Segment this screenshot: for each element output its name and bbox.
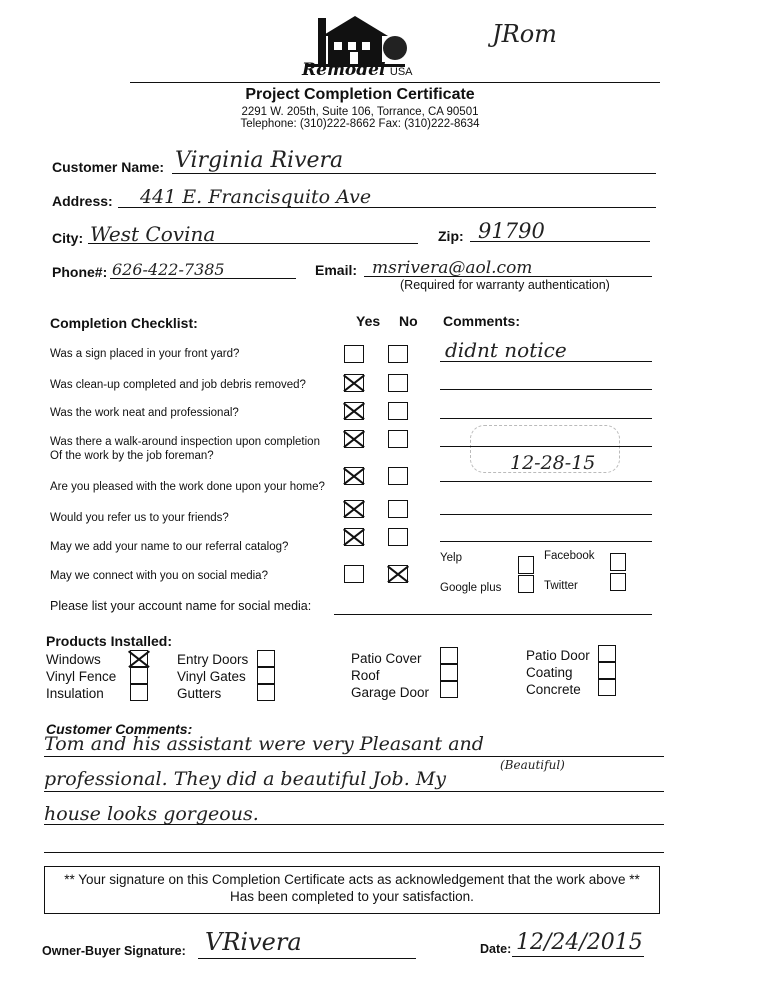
q2-yes-checkbox[interactable] — [344, 374, 364, 392]
product-concrete: Concrete — [526, 682, 581, 697]
address-label: Address: — [52, 193, 113, 209]
q6-yes-checkbox[interactable] — [344, 500, 364, 518]
roof-checkbox[interactable] — [440, 664, 458, 681]
question-6: Would you refer us to your friends? — [50, 512, 229, 524]
windows-checkbox[interactable] — [130, 650, 148, 667]
q4-yes-checkbox[interactable] — [344, 430, 364, 448]
page-title: Project Completion Certificate — [245, 86, 475, 103]
product-patio-cover: Patio Cover — [351, 651, 422, 666]
email-label: Email: — [315, 262, 358, 278]
house-logo-icon — [300, 8, 410, 68]
company-address: 2291 W. 205th, Suite 106, Torrance, CA 90501 — [241, 106, 479, 118]
yes-column-label: Yes — [356, 313, 381, 329]
vinyl-fence-checkbox[interactable] — [130, 667, 148, 684]
product-garage-door: Garage Door — [351, 685, 430, 700]
q7-no-checkbox[interactable] — [388, 528, 408, 546]
q5-no-checkbox[interactable] — [388, 467, 408, 485]
zip-value: 91790 — [478, 219, 545, 243]
facebook-checkbox[interactable] — [610, 553, 626, 571]
signature-value: VRivera — [205, 928, 302, 956]
handwritten-note: JRom — [492, 20, 557, 48]
question-2: Was clean-up completed and job debris removed? — [50, 379, 306, 391]
logo — [300, 8, 413, 86]
logo-text: Remodel — [302, 60, 386, 80]
q6-no-checkbox[interactable] — [388, 500, 408, 518]
gutters-checkbox[interactable] — [257, 684, 275, 701]
insulation-checkbox[interactable] — [130, 684, 148, 701]
twitter-checkbox[interactable] — [610, 573, 626, 591]
question-8: May we connect with you on social media? — [50, 570, 268, 582]
coating-checkbox[interactable] — [598, 662, 616, 679]
checklist-title: Completion Checklist: — [50, 315, 198, 331]
products-title: Products Installed: — [46, 633, 173, 649]
q3-no-checkbox[interactable] — [388, 402, 408, 420]
acknowledgement-line-2: Has been completed to your satisfaction. — [230, 889, 474, 904]
patio-cover-checkbox[interactable] — [440, 647, 458, 664]
acknowledgement-line-1: ** Your signature on this Completion Certificate acts as acknowledgement that the work above ** — [64, 872, 640, 887]
garage-door-checkbox[interactable] — [440, 681, 458, 698]
q5-yes-checkbox[interactable] — [344, 467, 364, 485]
comment-insert: (Beautiful) — [500, 758, 565, 772]
comment-line-3: house looks gorgeous. — [44, 803, 259, 825]
product-insulation: Insulation — [46, 686, 104, 701]
product-gutters: Gutters — [177, 686, 222, 701]
social-account-label: Please list your account name for social media: — [50, 599, 312, 613]
date-label: Date: — [480, 942, 512, 956]
yelp-label: Yelp — [440, 552, 462, 564]
question-4-continued: Of the work by the job foreman? — [50, 450, 214, 462]
logo-suffix: USA — [389, 66, 413, 78]
facebook-label: Facebook — [544, 550, 595, 562]
question-3: Was the work neat and professional? — [50, 407, 239, 419]
comments-column-label: Comments: — [443, 313, 521, 329]
date-value: 12/24/2015 — [516, 930, 643, 955]
twitter-label: Twitter — [544, 580, 578, 592]
q4-no-checkbox[interactable] — [388, 430, 408, 448]
question-7: May we add your name to our referral catalog? — [50, 541, 289, 553]
product-entry-doors: Entry Doors — [177, 652, 249, 667]
customer-name-value: Virginia Rivera — [175, 148, 344, 173]
q1-yes-checkbox[interactable] — [344, 345, 364, 363]
q8-no-checkbox[interactable] — [388, 565, 408, 583]
product-windows: Windows — [46, 652, 101, 667]
signature-label: Owner-Buyer Signature: — [42, 944, 186, 958]
comment-line-2: professional. They did a beautiful Job. My — [44, 768, 446, 790]
q8-yes-checkbox[interactable] — [344, 565, 364, 583]
google-plus-checkbox[interactable] — [518, 575, 534, 593]
concrete-checkbox[interactable] — [598, 679, 616, 696]
zip-label: Zip: — [438, 228, 464, 244]
q1-comment: didnt notice — [445, 338, 567, 362]
product-roof: Roof — [351, 668, 380, 683]
yelp-checkbox[interactable] — [518, 556, 534, 574]
no-column-label: No — [399, 313, 418, 329]
question-1: Was a sign placed in your front yard? — [50, 348, 240, 360]
phone-value: 626-422-7385 — [112, 260, 225, 279]
q1-no-checkbox[interactable] — [388, 345, 408, 363]
acknowledgement-box — [44, 866, 660, 914]
question-4: Was there a walk-around inspection upon completion — [50, 436, 320, 448]
q4-comment: 12-28-15 — [510, 452, 596, 474]
product-vinyl-fence: Vinyl Fence — [46, 669, 117, 684]
city-label: City: — [52, 230, 84, 246]
comment-line-1: Tom and his assistant were very Pleasant and — [44, 733, 484, 755]
entry-doors-checkbox[interactable] — [257, 650, 275, 667]
customer-comments-title: Customer Comments: — [46, 721, 193, 737]
address-value: 441 E. Francisquito Ave — [140, 186, 372, 208]
q7-yes-checkbox[interactable] — [344, 528, 364, 546]
vinyl-gates-checkbox[interactable] — [257, 667, 275, 684]
product-vinyl-gates: Vinyl Gates — [177, 669, 246, 684]
q2-no-checkbox[interactable] — [388, 374, 408, 392]
city-value: West Covina — [90, 222, 216, 246]
product-coating: Coating — [526, 665, 573, 680]
customer-name-label: Customer Name: — [52, 159, 165, 175]
email-value: msrivera@aol.com — [372, 258, 533, 278]
google-plus-label: Google plus — [440, 582, 502, 594]
question-5: Are you pleased with the work done upon your home? — [50, 481, 325, 493]
patio-door-checkbox[interactable] — [598, 645, 616, 662]
phone-label: Phone#: — [52, 264, 108, 280]
product-patio-door: Patio Door — [526, 648, 590, 663]
q3-yes-checkbox[interactable] — [344, 402, 364, 420]
email-note: (Required for warranty authentication) — [400, 278, 610, 292]
company-phone: Telephone: (310)222-8662 Fax: (310)222-8634 — [240, 118, 480, 130]
